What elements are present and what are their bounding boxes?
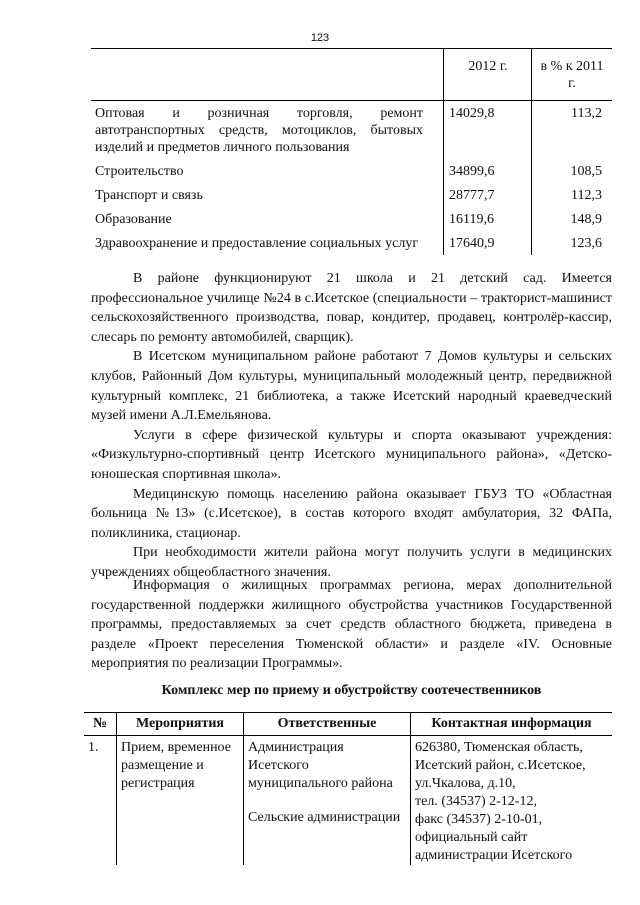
row-label: Оптовая и розничная торговля, ремонт автотранспортных средств, мотоциклов, бытовых изделий и предметов личного пользования bbox=[95, 106, 423, 155]
row-percent: 148,9 bbox=[532, 207, 613, 231]
paragraph-housing: Информация о жилищных программах региона, мерах дополнительной государственной поддержки жилищного обустройства участников Государственной программы, предоставляемых за счет средств областного бюджета, приведена в разделе «Проект переселения Тюменской области» и разделе «IV. Основные мероприятия по реализации Программы». bbox=[91, 578, 612, 672]
paragraph-medical: Медицинскую помощь населению района оказывает ГБУЗ ТО «Областная больница №13» (с.Исетское), в состав которого входят амбулатория, 32 ФАПа, поликлиника, стационар. bbox=[91, 486, 612, 541]
row-percent: 112,3 bbox=[532, 183, 613, 207]
page-number: 123 bbox=[310, 32, 330, 44]
contact-line: тел. (34537) 2-12-12, bbox=[415, 794, 537, 809]
responsible-rural-admins: Сельские администрации bbox=[248, 810, 401, 825]
measures-heading: Комплекс мер по приему и обустройству соотечественников bbox=[161, 683, 542, 698]
contact-line: ул.Чкалова, д.10, bbox=[415, 776, 516, 791]
row-activity: Прием, временное размещение и регистрация bbox=[117, 736, 244, 866]
responsible-district-admin: Администрация Исетского муниципального района bbox=[248, 740, 393, 791]
row-number: 1. bbox=[88, 740, 99, 755]
header-number: № bbox=[84, 713, 117, 736]
row-percent: 113,2 bbox=[532, 101, 613, 160]
table-row bbox=[91, 159, 612, 183]
row-value: 28777,7 bbox=[444, 183, 532, 207]
row-value: 34899,6 bbox=[444, 159, 532, 183]
table-row bbox=[91, 231, 612, 255]
paragraph-schools: В районе функционируют 21 школа и 21 детский сад. Имеется профессиональное училище №24 в с.Исетское (специальности – тракторист-машинист сельскохозяйственного производства, повар, кондитер, продавец, контролёр-кассир, слесарь по ремонту автомобилей, сварщик). bbox=[91, 271, 612, 345]
measures-table bbox=[84, 712, 612, 865]
row-label: Транспорт и связь bbox=[95, 188, 203, 203]
row-label: Строительство bbox=[95, 164, 184, 179]
contact-line: Исетский район, с.Исетское, bbox=[415, 758, 586, 773]
contact-line: факс (34537) 2-10-01, bbox=[415, 812, 543, 827]
row-percent: 123,6 bbox=[532, 231, 613, 255]
row-value: 17640,9 bbox=[444, 231, 532, 255]
table-row bbox=[91, 207, 612, 231]
measures-table-header bbox=[84, 713, 612, 736]
header-blank-cell bbox=[91, 49, 444, 101]
row-percent: 108,5 bbox=[532, 159, 613, 183]
body-text bbox=[91, 269, 612, 583]
header-responsible: Ответственные bbox=[244, 713, 411, 736]
header-contacts: Контактная информация bbox=[411, 713, 613, 736]
table-row bbox=[91, 183, 612, 207]
paragraph-sports: Услуги в сфере физической культуры и спорта оказывают учреждения: «Физкультурно-спортивный центр Исетского муниципального района», «Детско-юношеская спортивная школа». bbox=[91, 427, 612, 482]
statistics-table bbox=[91, 48, 612, 255]
housing-text bbox=[91, 576, 612, 674]
header-activity: Мероприятия bbox=[117, 713, 244, 736]
contact-line: администрации Исетского bbox=[415, 848, 573, 863]
row-label: Образование bbox=[95, 212, 172, 227]
row-contacts bbox=[411, 736, 613, 866]
paragraph-services: При необходимости жители района могут получить услуги в медицинских учреждениях общеобластного значения. bbox=[91, 545, 612, 580]
contact-line: 626380, Тюменская область, bbox=[415, 740, 583, 755]
table-row bbox=[91, 101, 612, 160]
statistics-table-header bbox=[91, 49, 612, 101]
row-value: 16119,6 bbox=[444, 207, 532, 231]
table-row bbox=[84, 736, 612, 866]
paragraph-culture: В Исетском муниципальном районе работают 7 Домов культуры и сельских клубов, Районный Дом культуры, муниципальный молодежный центр, передвижной культурный комплекс, 21 библиотека, а также Исетский народный краеведческий музей имени А.Л.Емельянова. bbox=[91, 349, 612, 424]
row-value: 14029,8 bbox=[444, 101, 532, 160]
header-percent: в % к 2011 г. bbox=[532, 49, 613, 101]
row-responsible bbox=[244, 736, 411, 866]
row-label: Здравоохранение и предоставление социальных услуг bbox=[95, 236, 419, 251]
spacer bbox=[248, 793, 406, 809]
header-year: 2012 г. bbox=[444, 49, 532, 101]
contact-line: официальный сайт bbox=[415, 830, 528, 845]
